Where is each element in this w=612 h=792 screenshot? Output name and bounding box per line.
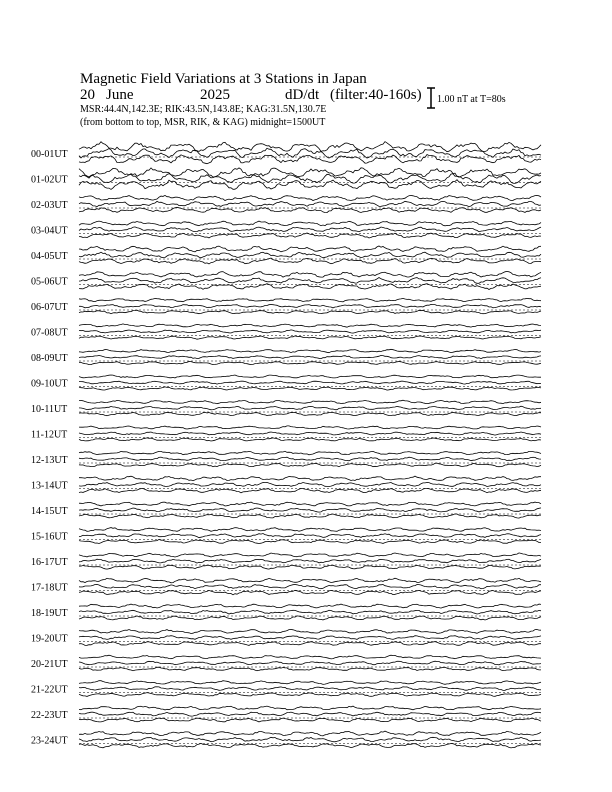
trace-msr bbox=[79, 642, 541, 646]
hour-row bbox=[31, 578, 541, 595]
hour-row bbox=[31, 451, 541, 466]
hour-row bbox=[31, 142, 541, 164]
hour-row bbox=[31, 168, 541, 190]
hour-label: 22-23UT bbox=[31, 710, 68, 721]
trace-rik bbox=[79, 534, 541, 538]
trace-rik bbox=[79, 278, 541, 284]
hour-row bbox=[31, 528, 541, 544]
trace-rik bbox=[79, 737, 541, 742]
trace-msr bbox=[79, 718, 541, 722]
trace-kag bbox=[79, 221, 541, 226]
trace-msr bbox=[79, 514, 541, 518]
trace-kag bbox=[79, 298, 541, 301]
trace-kag bbox=[79, 706, 541, 710]
trace-rik bbox=[79, 559, 541, 563]
date-month: June bbox=[106, 87, 134, 103]
scale-bar-label: 1.00 nT at T=80s bbox=[437, 94, 506, 105]
trace-rik bbox=[79, 687, 541, 691]
trace-msr bbox=[79, 743, 541, 748]
trace-msr bbox=[79, 667, 541, 671]
trace-msr bbox=[79, 412, 541, 415]
trace-msr bbox=[79, 539, 541, 543]
trace-rik bbox=[79, 355, 541, 358]
trace-msr bbox=[79, 180, 541, 190]
trace-kag bbox=[79, 168, 541, 177]
hour-row bbox=[31, 400, 541, 416]
trace-msr bbox=[79, 362, 541, 365]
filter-label: (filter:40-160s) bbox=[330, 87, 422, 103]
trace-kag bbox=[79, 553, 541, 557]
hour-row bbox=[31, 271, 541, 289]
trace-rik bbox=[79, 148, 541, 158]
trace-msr bbox=[79, 565, 541, 569]
hour-label: 20-21UT bbox=[31, 659, 68, 670]
hour-row bbox=[31, 195, 541, 212]
trace-rik bbox=[79, 227, 541, 232]
trace-rik bbox=[79, 712, 541, 716]
trace-kag bbox=[79, 451, 541, 455]
trace-kag bbox=[79, 400, 541, 404]
trace-msr bbox=[79, 693, 541, 697]
hour-row bbox=[31, 706, 541, 722]
hour-row bbox=[31, 476, 541, 493]
hour-row bbox=[31, 604, 541, 620]
trace-rik bbox=[79, 201, 541, 206]
hour-label: 05-06UT bbox=[31, 276, 68, 288]
trace-rik bbox=[79, 381, 541, 384]
hour-label: 12-13UT bbox=[31, 455, 68, 466]
station-order-note: (from bottom to top, MSR, RIK, & KAG) midnight=1500UT bbox=[80, 117, 326, 128]
trace-kag bbox=[79, 375, 541, 378]
hour-row bbox=[31, 221, 541, 238]
trace-kag bbox=[79, 528, 541, 532]
trace-kag bbox=[79, 246, 541, 252]
hour-label: 01-02UT bbox=[31, 174, 68, 186]
trace-kag bbox=[79, 324, 541, 327]
trace-kag bbox=[79, 142, 541, 152]
trace-kag bbox=[79, 476, 541, 481]
trace-rik bbox=[79, 330, 541, 333]
trace-rik bbox=[79, 432, 541, 435]
trace-msr bbox=[79, 488, 541, 492]
trace-rik bbox=[79, 584, 541, 588]
hour-label: 00-01UT bbox=[31, 149, 68, 160]
trace-msr bbox=[79, 387, 541, 390]
trace-msr bbox=[79, 336, 541, 339]
trace-kag bbox=[79, 655, 541, 659]
date-year: 2025 bbox=[200, 87, 230, 103]
trace-msr bbox=[79, 616, 541, 620]
trace-msr bbox=[79, 463, 541, 467]
trace-rik bbox=[79, 252, 541, 258]
hour-label: 02-03UT bbox=[31, 200, 68, 211]
station-coordinates: MSR:44.4N,142.3E; RIK:43.5N,143.8E; KAG:31.5N,130.7E bbox=[80, 104, 327, 115]
trace-kag bbox=[79, 578, 541, 583]
hour-label: 21-22UT bbox=[31, 684, 68, 696]
hour-row bbox=[31, 681, 541, 697]
trace-kag bbox=[79, 195, 541, 200]
date-day: 20 bbox=[80, 87, 95, 103]
hour-row bbox=[31, 629, 541, 645]
hour-label: 04-05UT bbox=[31, 251, 68, 262]
trace-rik bbox=[79, 174, 541, 184]
trace-kag bbox=[79, 731, 541, 736]
hour-label: 13-14UT bbox=[31, 480, 68, 492]
trace-rik bbox=[79, 661, 541, 665]
hour-row bbox=[31, 375, 541, 390]
hour-label: 09-10UT bbox=[31, 378, 68, 390]
trace-rik bbox=[79, 636, 541, 640]
trace-rik bbox=[79, 304, 541, 308]
hour-row bbox=[31, 246, 541, 264]
hour-row bbox=[31, 655, 541, 671]
trace-msr bbox=[79, 310, 541, 314]
trace-kag bbox=[79, 426, 541, 429]
hour-row bbox=[31, 324, 541, 339]
hour-label: 16-17UT bbox=[31, 557, 68, 568]
hour-label: 23-24UT bbox=[31, 735, 68, 747]
hour-label: 03-04UT bbox=[31, 225, 68, 237]
trace-rik bbox=[79, 482, 541, 486]
hour-row bbox=[31, 426, 541, 441]
trace-kag bbox=[79, 629, 541, 633]
trace-msr bbox=[79, 590, 541, 595]
trace-kag bbox=[79, 271, 541, 277]
quantity-label: dD/dt bbox=[285, 87, 320, 103]
trace-rik bbox=[79, 610, 541, 614]
hour-label: 15-16UT bbox=[31, 531, 68, 543]
hour-row bbox=[31, 502, 541, 518]
hour-row bbox=[31, 731, 541, 748]
hour-row bbox=[31, 298, 541, 313]
hour-label: 11-12UT bbox=[31, 429, 68, 441]
hour-label: 08-09UT bbox=[31, 353, 68, 364]
hour-label: 18-19UT bbox=[31, 608, 68, 619]
trace-rik bbox=[79, 406, 541, 410]
hour-label: 06-07UT bbox=[31, 302, 68, 313]
trace-msr bbox=[79, 438, 541, 441]
chart-title: Magnetic Field Variations at 3 Stations in Japan bbox=[80, 71, 367, 87]
hour-label: 14-15UT bbox=[31, 506, 68, 517]
trace-kag bbox=[79, 349, 541, 352]
trace-rik bbox=[79, 457, 541, 461]
hour-row bbox=[31, 349, 541, 364]
trace-kag bbox=[79, 502, 541, 506]
hour-label: 19-20UT bbox=[31, 633, 68, 645]
trace-kag bbox=[79, 681, 541, 685]
trace-msr bbox=[79, 155, 541, 164]
trace-kag bbox=[79, 604, 541, 608]
hour-label: 17-18UT bbox=[31, 582, 68, 594]
hour-label: 07-08UT bbox=[31, 327, 68, 339]
hour-label: 10-11UT bbox=[31, 404, 68, 415]
hour-row bbox=[31, 553, 541, 569]
trace-rik bbox=[79, 508, 541, 512]
scale-bar bbox=[427, 88, 435, 108]
